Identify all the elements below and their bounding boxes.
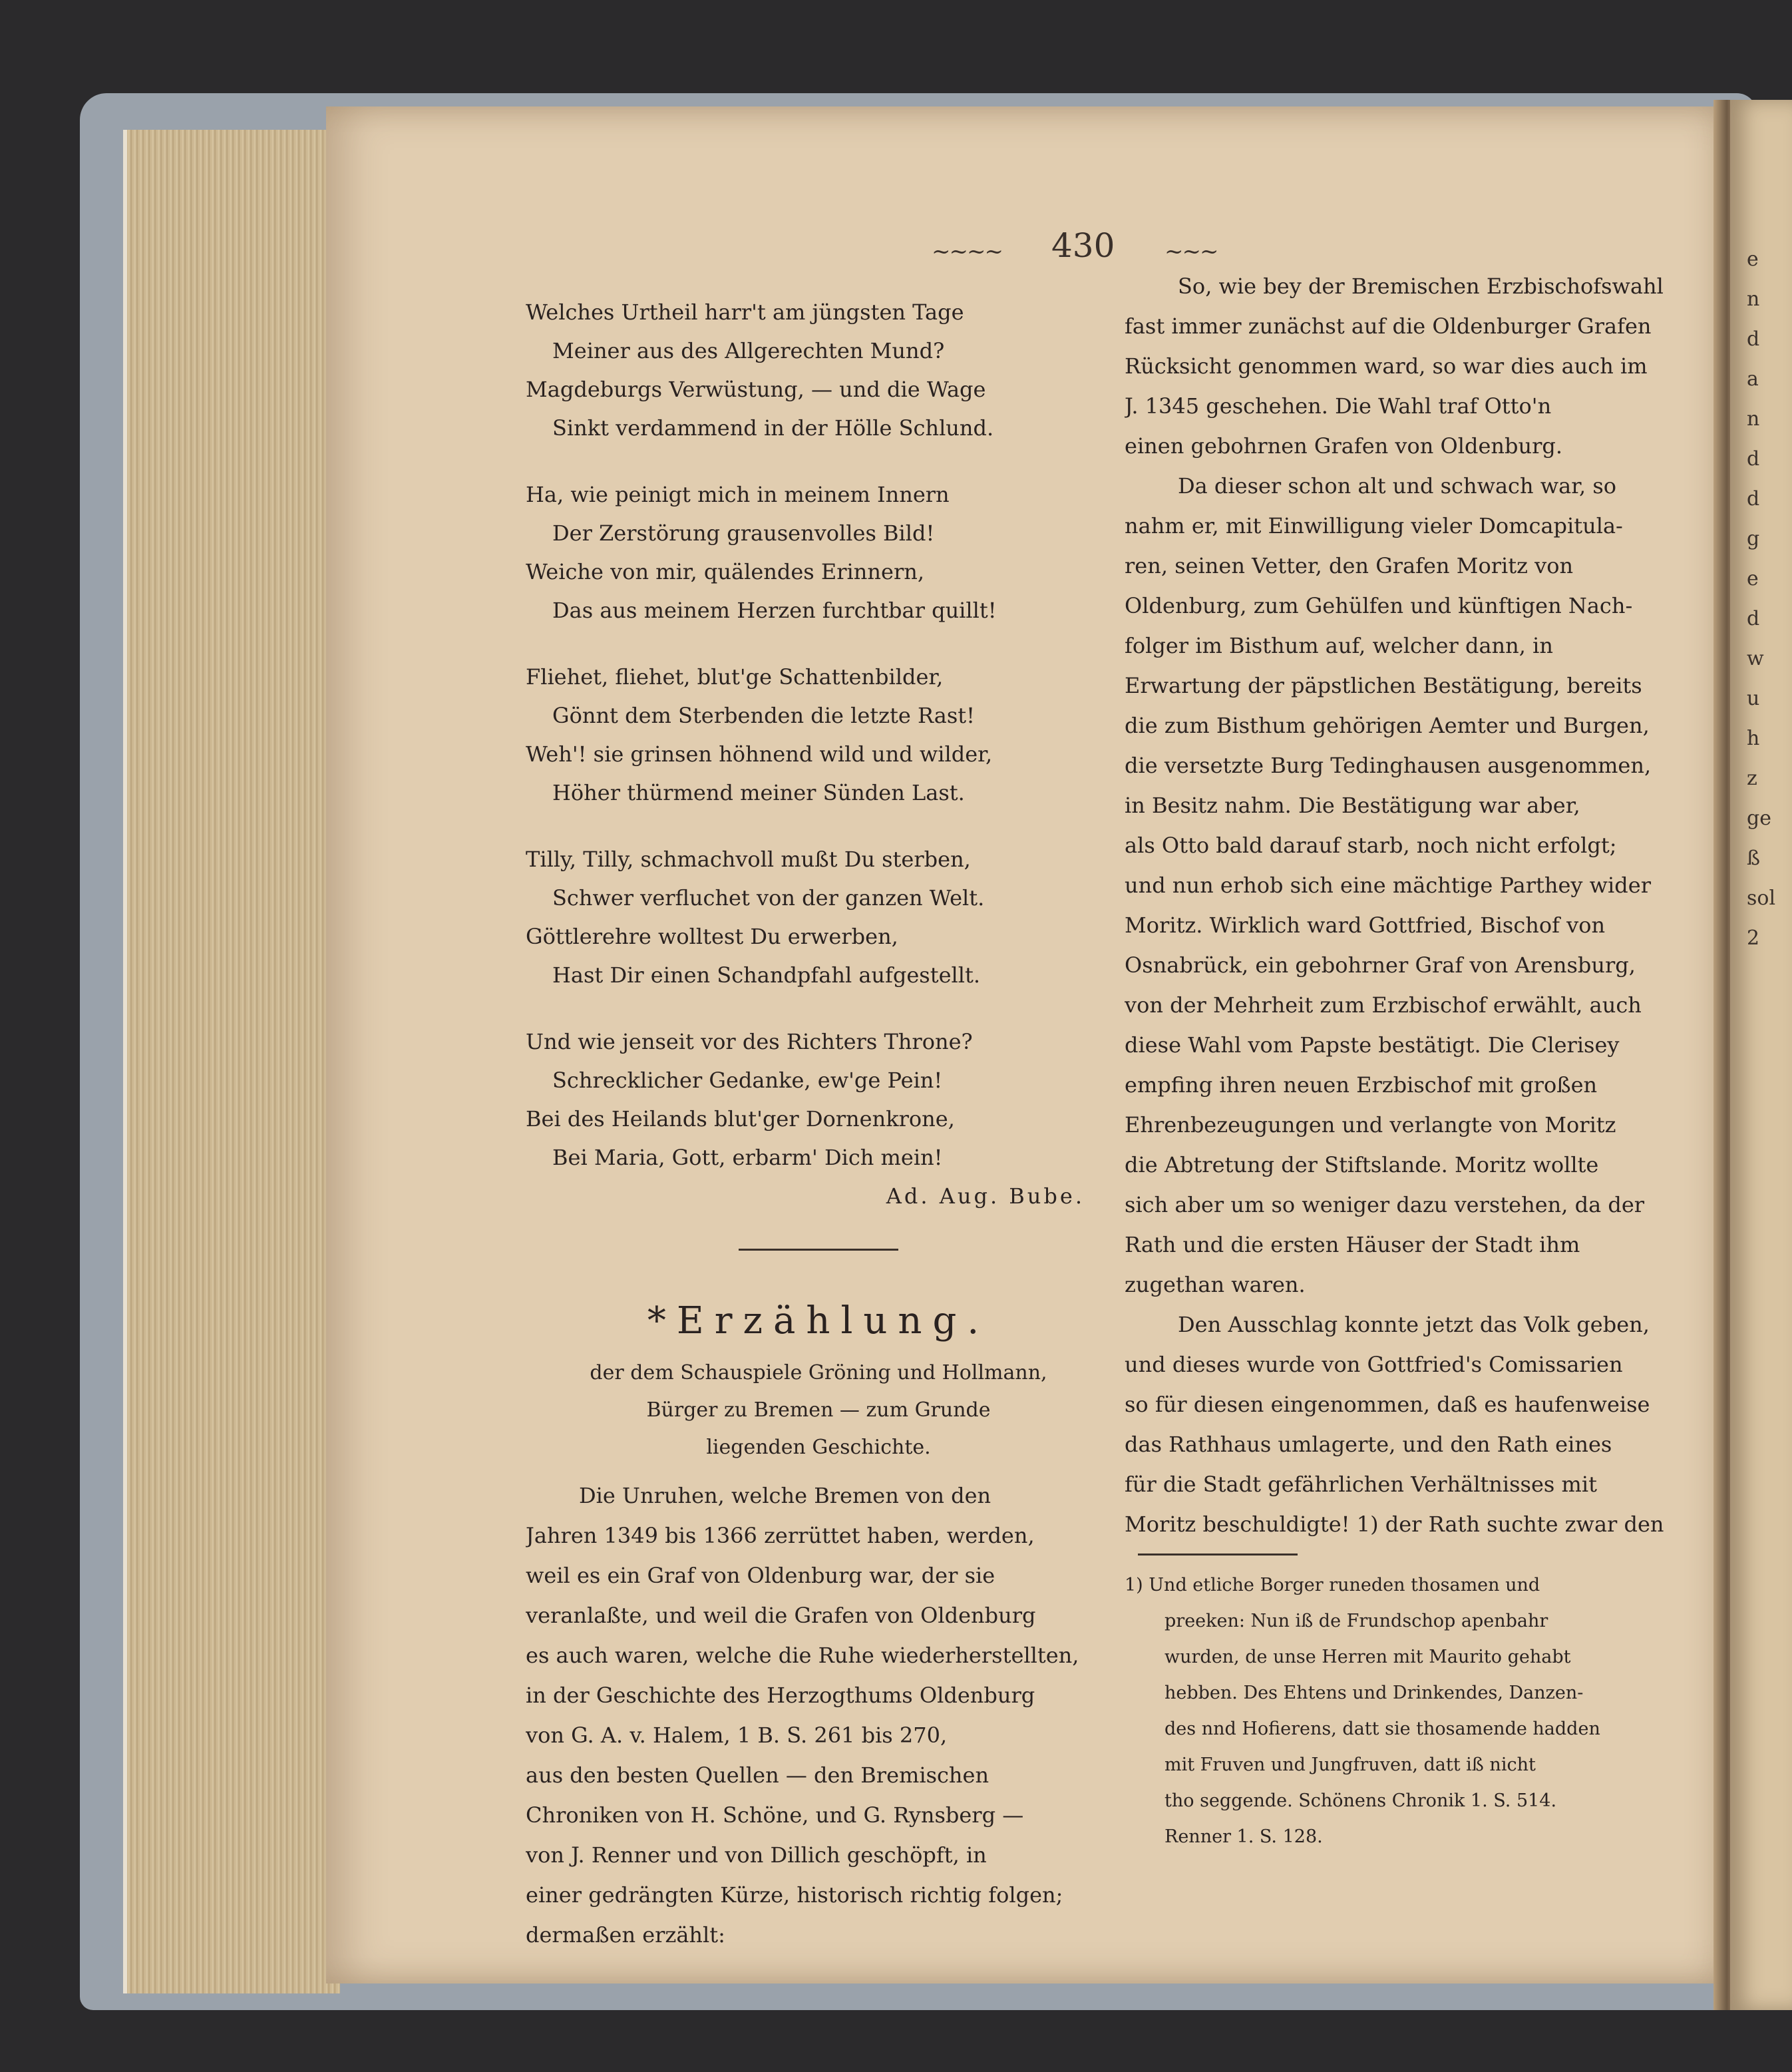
- poem-line: Weh'! sie grinsen höhnend wild und wilder,: [526, 741, 993, 767]
- poem-line: Das aus meinem Herzen furchtbar quillt!: [552, 598, 997, 623]
- footnote-line: wurden, de unse Herren mit Maurito gehabt: [1165, 1647, 1571, 1667]
- story-text-line: weil es ein Graf von Oldenburg war, der sie: [526, 1563, 995, 1588]
- body-text-line: Rücksicht genommen ward, so war dies auch im: [1125, 353, 1648, 379]
- fragment: 2: [1747, 927, 1760, 950]
- body-text-line: J. 1345 geschehen. Die Wahl traf Otto'n: [1125, 393, 1552, 419]
- poem-signature: Ad. Aug. Bube.: [886, 1183, 1085, 1209]
- header-ornament-right: ~~~: [1165, 238, 1218, 265]
- section-divider: [739, 1249, 898, 1251]
- story-text-line: es auch waren, welche die Ruhe wiederherstellten,: [526, 1643, 1079, 1668]
- body-text-line: das Rathhaus umlagerte, und den Rath eines: [1125, 1432, 1612, 1457]
- footnote-line: mit Fruven und Jungfruven, datt iß nicht: [1165, 1755, 1536, 1775]
- poem-line: Fliehet, fliehet, blut'ge Schattenbilder,: [526, 664, 944, 690]
- fragment: sol: [1747, 887, 1776, 910]
- footnote-line: tho seggende. Schönens Chronik 1. S. 514.: [1165, 1790, 1557, 1811]
- footnote-line: preeken: Nun iß de Frundschop apenbahr: [1165, 1611, 1548, 1631]
- story-title: *Erzählung.: [647, 1299, 990, 1343]
- fragment: d: [1747, 607, 1760, 630]
- footnote-line: 1) Und etliche Borger runeden thosamen und: [1125, 1575, 1540, 1595]
- poem-line: Meiner aus des Allgerechten Mund?: [552, 338, 945, 363]
- fragment: d: [1747, 327, 1760, 351]
- header-ornament-left: ~~~~: [932, 238, 1002, 265]
- running-header: [932, 226, 1278, 266]
- body-text-line: Moritz. Wirklich ward Gottfried, Bischof von: [1125, 913, 1606, 938]
- story-text-line: in der Geschichte des Herzogthums Oldenburg: [526, 1683, 1035, 1708]
- body-text-line: Den Ausschlag konnte jetzt das Volk geben,: [1178, 1312, 1650, 1337]
- story-text-line: veranlaßte, und weil die Grafen von Oldenburg: [526, 1603, 1036, 1628]
- poem-line: Sinkt verdammend in der Hölle Schlund.: [552, 415, 994, 441]
- body-text-line: für die Stadt gefährlichen Verhältnisses mit: [1125, 1472, 1597, 1497]
- body-text-line: empfing ihren neuen Erzbischof mit großen: [1125, 1072, 1598, 1098]
- story-text-line: aus den besten Quellen — den Bremischen: [526, 1762, 989, 1788]
- body-text-line: Erwartung der päpstlichen Bestätigung, bereits: [1125, 673, 1642, 698]
- left-column: [526, 293, 1111, 1955]
- story-text-line: Jahren 1349 bis 1366 zerrüttet haben, werden,: [526, 1523, 1035, 1548]
- poem-line: Tilly, Tilly, schmachvoll mußt Du sterben,: [526, 847, 971, 872]
- poem-line: Ha, wie peinigt mich in meinem Innern: [526, 482, 950, 507]
- body-text-line: Da dieser schon alt und schwach war, so: [1178, 473, 1617, 499]
- poem-line: Und wie jenseit vor des Richters Throne?: [526, 1029, 973, 1054]
- body-text-line: und dieses wurde von Gottfried's Comissarien: [1125, 1352, 1623, 1377]
- fragment: d: [1747, 447, 1760, 471]
- poem-stanza: [526, 475, 1111, 630]
- body-text-line: sich aber um so weniger dazu verstehen, da der: [1125, 1192, 1645, 1217]
- story-text-line: von G. A. v. Halem, 1 B. S. 261 bis 270,: [526, 1723, 948, 1748]
- poem-line: Der Zerstörung grausenvolles Bild!: [552, 520, 935, 546]
- poem-stanza: [526, 658, 1111, 812]
- body-text-line: die zum Bisthum gehörigen Aemter und Burgen,: [1125, 713, 1650, 738]
- fragment: z: [1747, 767, 1757, 790]
- body-text-line: Rath und die ersten Häuser der Stadt ihm: [1125, 1232, 1580, 1257]
- poem-line: Höher thürmend meiner Sünden Last.: [552, 780, 965, 805]
- body-text-line: Moritz beschuldigte! 1) der Rath suchte zwar den: [1125, 1512, 1664, 1537]
- body-text-line: diese Wahl vom Papste bestätigt. Die Clerisey: [1125, 1032, 1620, 1058]
- fragment: n: [1747, 407, 1760, 431]
- body-text-line: So, wie bey der Bremischen Erzbischofswahl: [1178, 274, 1664, 299]
- story-subtitle-line: Bürger zu Bremen — zum Grunde: [646, 1398, 991, 1422]
- footnote-divider: [1138, 1554, 1298, 1555]
- poem-line: Gönnt dem Sterbenden die letzte Rast!: [552, 703, 975, 728]
- poem-stanza: [526, 293, 1111, 447]
- fragment: ge: [1747, 807, 1771, 830]
- body-text-line: Ehrenbezeugungen und verlangte von Moritz: [1125, 1112, 1616, 1138]
- body-text-line: und nun erhob sich eine mächtige Parthey wider: [1125, 873, 1651, 898]
- body-text-line: zugethan waren.: [1125, 1272, 1306, 1297]
- poem-line: Welches Urtheil harr't am jüngsten Tage: [526, 300, 964, 325]
- page-number: 430: [1051, 226, 1115, 265]
- story-text-line: einer gedrängten Kürze, historisch richtig folgen;: [526, 1882, 1063, 1908]
- fragment: w: [1747, 647, 1764, 670]
- poem-line: Schrecklicher Gedanke, ew'ge Pein!: [552, 1068, 943, 1093]
- fragment: e: [1747, 567, 1759, 590]
- body-text-line: einen gebohrnen Grafen von Oldenburg.: [1125, 433, 1563, 459]
- story-subtitle-line: liegenden Geschichte.: [706, 1436, 931, 1459]
- poem-line: Magdeburgs Verwüstung, — und die Wage: [526, 377, 986, 402]
- poem-line: Bei Maria, Gott, erbarm' Dich mein!: [552, 1145, 943, 1170]
- poem-line: Schwer verfluchet von der ganzen Welt.: [552, 885, 985, 911]
- poem-stanza: [526, 840, 1111, 994]
- story-subtitle-line: der dem Schauspiele Gröning und Hollmann,: [590, 1361, 1047, 1384]
- fragment: ß: [1747, 847, 1761, 870]
- footnote-line: des nnd Hofierens, datt sie thosamende hadden: [1165, 1719, 1600, 1739]
- poem-stanza: [526, 1022, 1111, 1177]
- fragment: d: [1747, 487, 1760, 511]
- footnote-line: hebben. Des Ehtens und Drinkendes, Danzen-: [1165, 1683, 1584, 1703]
- book-page-edges: [123, 130, 340, 1993]
- fragment: e: [1747, 248, 1759, 271]
- body-text-line: die versetzte Burg Tedinghausen ausgenommen,: [1125, 753, 1652, 778]
- body-text-line: nahm er, mit Einwilligung vieler Domcapitula-: [1125, 513, 1623, 538]
- poem-line: Hast Dir einen Schandpfahl aufgestellt.: [552, 962, 981, 988]
- story-text-line: Chroniken von H. Schöne, und G. Rynsberg —: [526, 1802, 1024, 1828]
- body-text-line: Osnabrück, ein gebohrner Graf von Arensburg,: [1125, 952, 1636, 978]
- footnote-line: Renner 1. S. 128.: [1165, 1826, 1323, 1847]
- story-text-line: Die Unruhen, welche Bremen von den: [579, 1483, 991, 1508]
- fragment: a: [1747, 367, 1759, 391]
- fragment: n: [1747, 288, 1760, 311]
- body-text-line: so für diesen eingenommen, daß es haufenweise: [1125, 1392, 1650, 1417]
- body-text-line: Oldenburg, zum Gehülfen und künftigen Nach-: [1125, 593, 1633, 618]
- right-column: [1125, 266, 1684, 1855]
- poem-line: Bei des Heilands blut'ger Dornenkrone,: [526, 1106, 955, 1132]
- story-text-line: dermaßen erzählt:: [526, 1922, 725, 1948]
- body-text-line: in Besitz nahm. Die Bestätigung war aber,: [1125, 793, 1580, 818]
- fragment: g: [1747, 527, 1760, 550]
- fragment: h: [1747, 727, 1760, 750]
- next-page-text-fragments: [1747, 240, 1792, 958]
- body-text-line: die Abtretung der Stiftslande. Moritz wollte: [1125, 1152, 1599, 1177]
- body-text-line: ren, seinen Vetter, den Grafen Moritz von: [1125, 553, 1574, 578]
- poem-line: Weiche von mir, quälendes Erinnern,: [526, 559, 925, 584]
- poem-line: Göttlerehre wolltest Du erwerben,: [526, 924, 898, 949]
- fragment: u: [1747, 687, 1760, 710]
- story-text-line: von J. Renner und von Dillich geschöpft, in: [526, 1842, 987, 1868]
- body-text-line: von der Mehrheit zum Erzbischof erwählt, auch: [1125, 992, 1642, 1018]
- body-text-line: als Otto bald darauf starb, noch nicht erfolgt;: [1125, 833, 1617, 858]
- body-text-line: folger im Bisthum auf, welcher dann, in: [1125, 633, 1553, 658]
- body-text-line: fast immer zunächst auf die Oldenburger Grafen: [1125, 313, 1652, 339]
